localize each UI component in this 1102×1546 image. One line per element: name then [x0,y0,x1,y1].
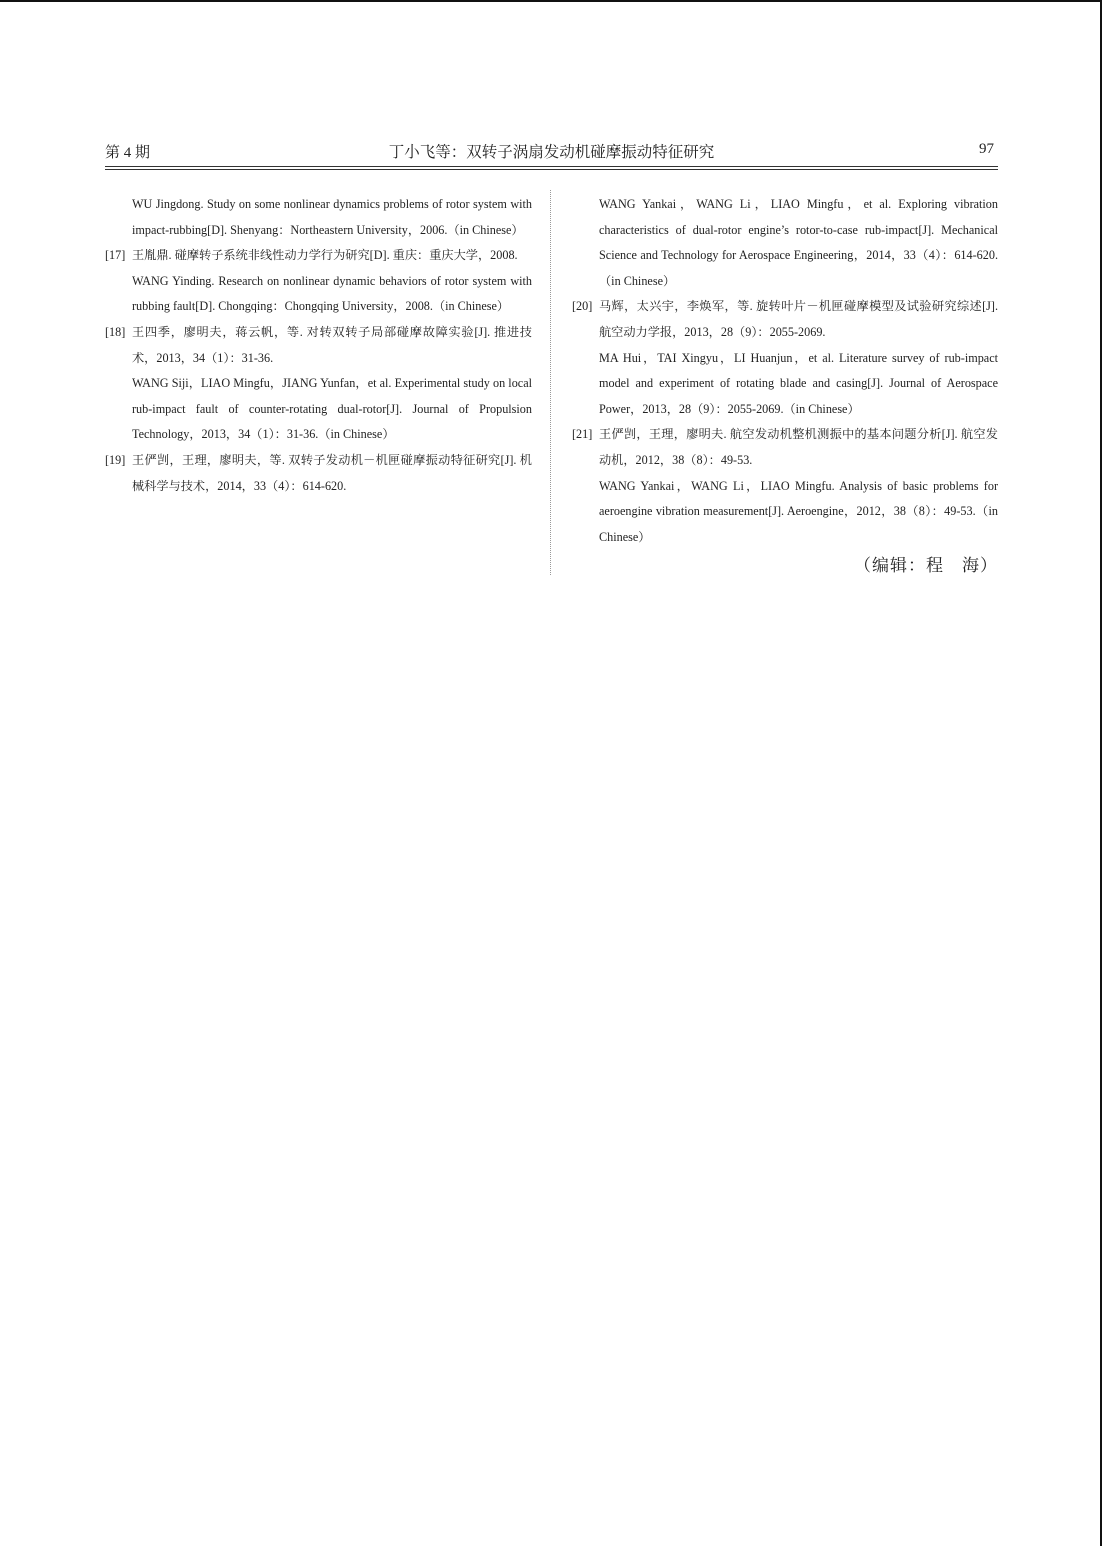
ref21-english: WANG Yankai，WANG Li，LIAO Mingfu. Analysis of basic problems for aeroengine vibration measurement[J]. Aeroengine，2012，38（8）：49-53.（in Chinese） [599,478,998,544]
header-rule-bottom [105,169,998,170]
reference-column-left [105,192,532,499]
page-number: 97 [979,141,994,157]
ref17-entry [105,243,532,269]
editor-note: （编辑：程 海） [854,556,998,575]
ref19-chinese: 王俨剀，王理，廖明夫，等. 双转子发动机－机匣碰摩振动特征研究[J]. 机械科学与技术，2014，33（4）：614-620. [132,452,532,493]
ref17-chinese: 王胤鼎. 碰摩转子系统非线性动力学行为研究[D]. 重庆：重庆大学，2008. [132,248,518,263]
running-header [105,138,998,168]
column-divider [550,190,551,575]
running-title: 丁小飞等：双转子涡扇发动机碰摩振动特征研究 [388,144,715,161]
ref18-chinese: 王四季，廖明夫，蒋云帆，等. 对转双转子局部碰摩故障实验[J]. 推进技术，2013，34（1）：31-36. [132,324,532,365]
ref17-english: WANG Yinding. Research on nonlinear dynamic behaviors of rotor system with rubbing fault[D]. Chongqing：Chongqing University，2008.（in Chinese） [132,273,532,314]
ref21-entry [572,422,998,473]
ref19-number: [19] [105,452,126,467]
ref16-english: WU Jingdong. Study on some nonlinear dynamics problems of rotor system with impact-rubbing[D]. Shenyang：Northeastern University，2006.（in Chinese） [132,197,532,237]
ref20-entry [572,294,998,345]
ref19-english: WANG Yankai，WANG Li，LIAO Mingfu，et al. Exploring vibration characteristics of dual-rotor engine’s rotor-to-case rub-impact[J]. Mechanical Science and Technology for Aerospace Engineering，2014，33（4）：614-620.（in Chinese） [599,197,998,288]
ref19-entry [105,448,532,499]
header-rule-top [105,166,998,167]
issue-number: 第 4 期 [105,145,151,161]
ref18-number: [18] [105,324,126,339]
ref20-english: MA Hui，TAI Xingyu，LI Huanjun，et al. Literature survey of rub-impact model and experiment of rotating blade and casing[J]. Journal of Aerospace Power，2013，28（9）：2055-2069.（in Chinese） [599,350,998,416]
reference-column-right [572,192,998,550]
ref21-number: [21] [572,427,593,442]
ref21-chinese: 王俨剀，王理，廖明夫. 航空发动机整机测振中的基本问题分析[J]. 航空发动机，2012，38（8）：49-53. [599,427,998,467]
ref20-chinese: 马辉，太兴宇，李焕军，等. 旋转叶片－机匣碰摩模型及试验研究综述[J]. 航空动力学报，2013，28（9）：2055-2069. [599,299,998,339]
ref20-number: [20] [572,299,593,314]
ref18-entry [105,320,532,371]
page-top-border [0,0,1102,2]
ref18-english: WANG Siji，LIAO Mingfu，JIANG Yunfan，et al. Experimental study on local rub-impact fault of counter-rotating dual-rotor[J]. Journal of Propulsion Technology，2013，34（1）：31-36.（in Chinese） [132,376,532,442]
ref17-number: [17] [105,248,126,263]
